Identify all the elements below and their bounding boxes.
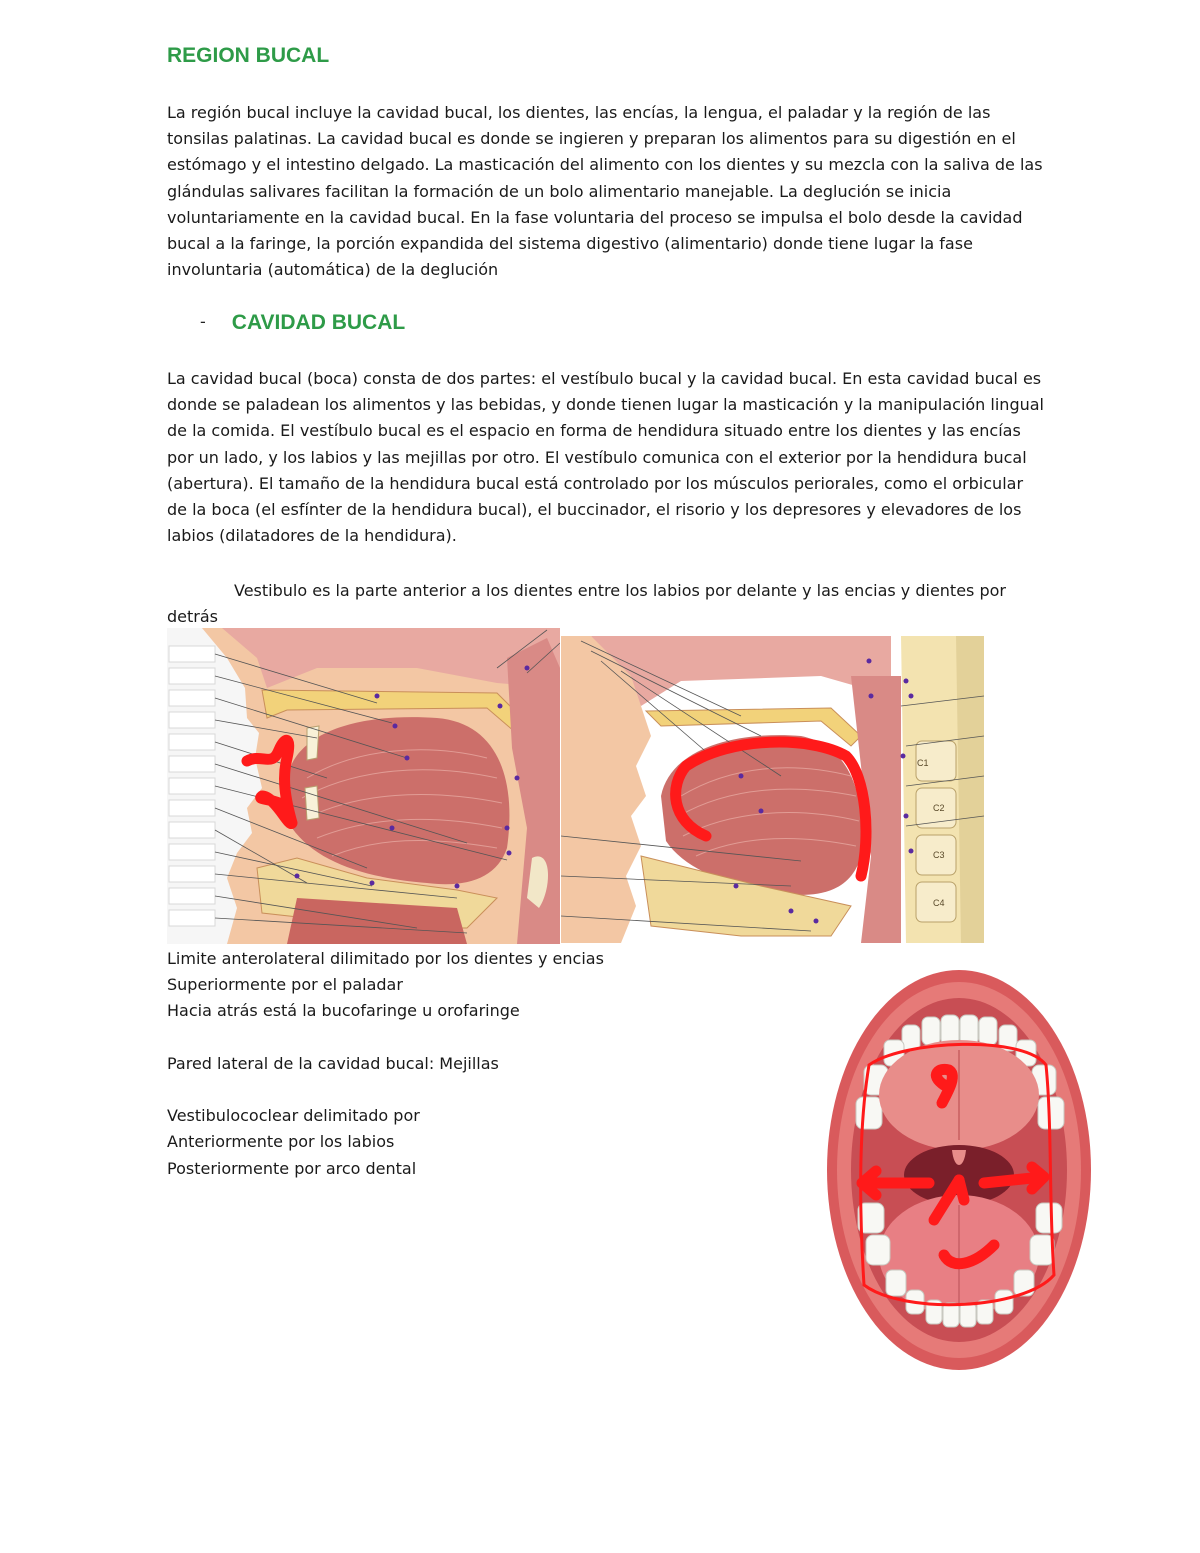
note-line-6: Anteriormente por los labios (167, 1132, 395, 1152)
note-line-2: Superiormente por el paladar (167, 975, 403, 995)
vertebra-c2-label: C2 (933, 803, 945, 813)
section-heading (200, 311, 405, 335)
note-line-4: Pared lateral de la cavidad bucal: Mejillas (167, 1053, 499, 1073)
vertebra-c1-label: C1 (917, 758, 929, 768)
vertebra-c4-label: C4 (933, 898, 945, 908)
section-paragraph: La cavidad bucal (boca) consta de dos partes: el vestíbulo bucal y la cavidad bucal. En esta cavidad bucal es donde se paladean los alimentos y las bebidas, y donde tienen lugar la masticación y la manipulación lingual de la comida. El vestíbulo bucal es el espacio en forma de hendidura situado entre los dientes y las encías por un lado, y los labios y las mejillas por otro. El vestíbulo comunica con el exterior por la hendidura bucal (abertura). El tamaño de la hendidura bucal está controlado por los músculos periorales, como el orbicular de la boca (el esfínter de la hendidura bucal), el buccinador, el risorio y los depresores y elevadores de los labios (dilatadores de la hendidura). (167, 369, 1044, 546)
vestibulo-paragraph (167, 578, 1047, 630)
open-mouth-figure (824, 955, 1094, 1385)
sagittal-section-figure-2 (561, 636, 984, 943)
spacer (167, 1077, 604, 1103)
vertebra-c3-label: C3 (933, 850, 945, 860)
note-line-7: Posteriormente por arco dental (167, 1158, 417, 1178)
note-line-3: Hacia atrás está la bucofaringe u orofaringe (167, 1001, 520, 1021)
section-title: CAVIDAD BUCAL (231, 311, 406, 334)
spacer (167, 1025, 604, 1051)
note-line-5: Vestibulococlear delimitado por (167, 1106, 420, 1126)
bullet-dash: - (200, 312, 206, 331)
note-line-1: Limite anterolateral dilimitado por los dientes y encias (167, 949, 604, 968)
intro-paragraph: La región bucal incluye la cavidad bucal, los dientes, las encías, la lengua, el paladar y la región de las tonsilas palatinas. La cavidad bucal es donde se ingieren y preparan los alimentos para su digestión en el estómago y el intestino delgado. La masticación del alimento con los dientes y su mezcla con la saliva de las glándulas salivares facilitan la formación de un bolo alimentario manejable. La deglución se inicia voluntariamente en la cavidad bucal. En la fase voluntaria del proceso se impulsa el bolo desde la cavidad bucal a la faringe, la porción expandida del sistema digestivo (alimentario) donde tiene lugar la fase involuntaria (automática) de la deglución (167, 103, 1043, 280)
vestibulo-text: Vestibulo es la parte anterior a los dientes entre los labios por delante y las encias y dientes por detrás (167, 581, 1006, 627)
sagittal-section-figure-1 (167, 628, 560, 944)
notes-block (167, 946, 604, 1182)
page-title: REGION BUCAL (167, 44, 330, 67)
